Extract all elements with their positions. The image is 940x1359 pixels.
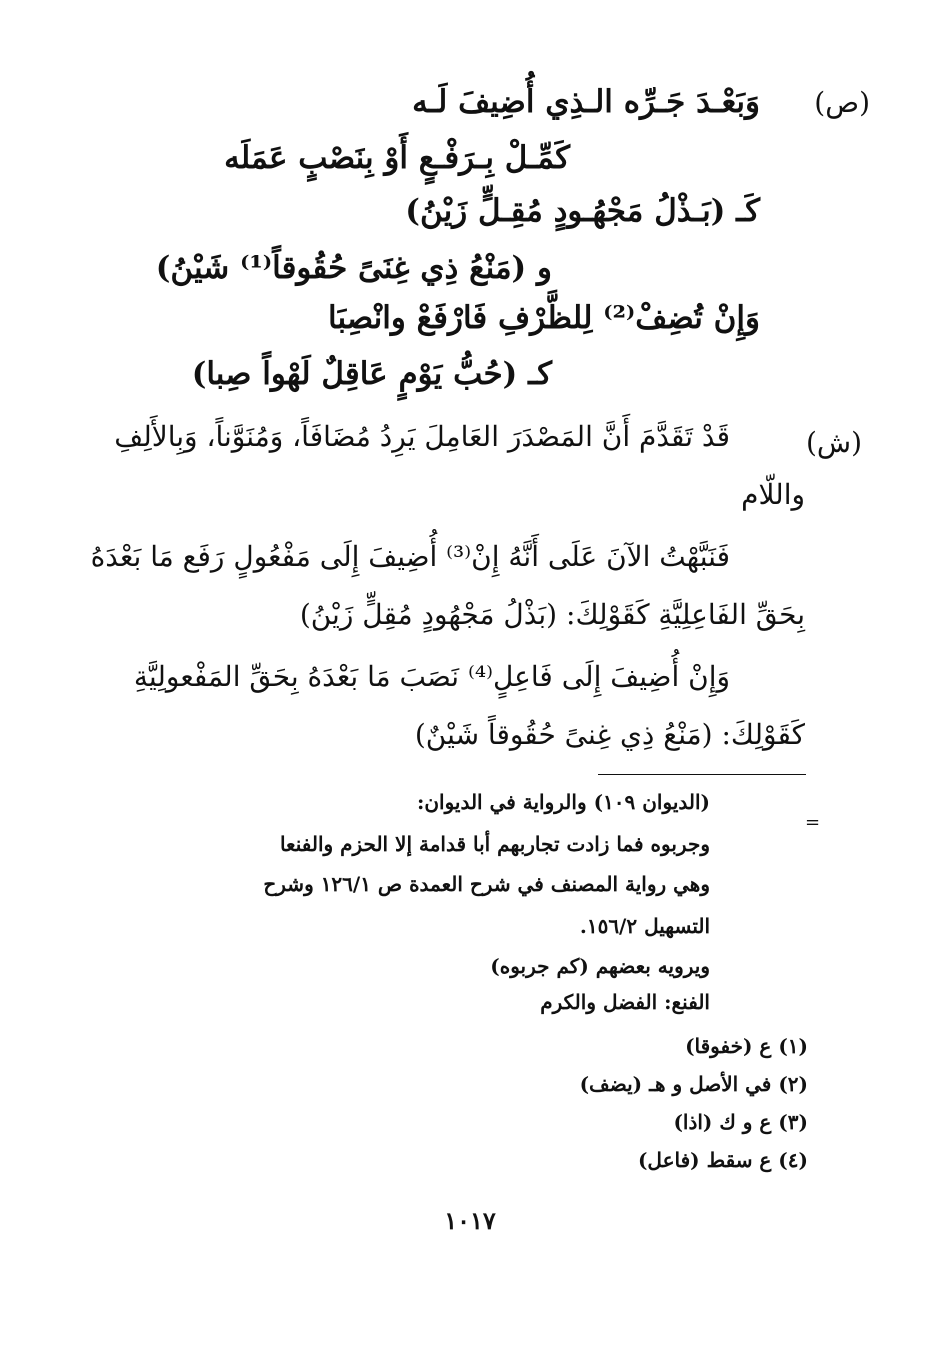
footnote-2: (٢) في الأصل و هـ (يضف) [579, 1072, 808, 1096]
sharh-line-2: واللّام [741, 478, 805, 511]
footnote-carry-mark: = [805, 812, 821, 833]
verse-line-3: كَـ (بَـذْلُ مَجْهُـودٍ مُقِـلٍّ زَيْنُ) [405, 193, 760, 229]
sharh-line-6: كَقَوْلِكَ: (مَنْعُ ذِي غِنىً حُقُوقاً شَيْنٌ) [414, 718, 805, 751]
footnote-carry-line-3: وهي رواية المصنف في شرح العمدة ص ١٢٦/١ وشرح [263, 872, 710, 896]
footnote-carry-line-1: (الديوان ١٠٩) والرواية في الديوان: [416, 790, 710, 814]
footnote-1: (١) ع (خفوقا) [685, 1034, 808, 1058]
sharh-line-4: بِحَقِّ الفَاعِلِيَّةِ كَقَوْلِكَ: (بَذْلُ مَجْهُودٍ مُقِلٍّ زَيْنُ) [299, 598, 805, 631]
sharh-line-1: قَدْ تَقَدَّمَ أَنَّ المَصْدَرَ العَامِلَ يَرِدُ مُضَافَاً، وَمُنَوَّناً، وَبِالأَلِفِ [114, 420, 730, 453]
page-number: ١٠١٧ [444, 1206, 496, 1235]
footnote-4: (٤) ع سقط (فاعل) [637, 1148, 808, 1172]
matn-marker: (ص) [814, 86, 870, 119]
sharh-line-5: وَإِنْ أُضِيفَ إِلَى فَاعِلٍ⁽⁴⁾ نَصَبَ مَا بَعْدَهُ بِحَقِّ المَفْعولِيَّةِ [133, 660, 730, 693]
footnote-carry-line-5: ويرويه بعضهم (كم جربوه) [490, 954, 710, 978]
verse-line-6: كـ (حُبُّ يَوْمٍ عَاقِلٌ لَهْواً صِبا) [191, 356, 552, 392]
footnote-carry-line-6: الفنع: الفضل والكرم [540, 990, 710, 1014]
sharh-line-3: فَنَبَّهْتُ الآنَ عَلَى أَنَّهُ إِنْ⁽³⁾ أُضِيفَ إِلَى مَفْعُولٍ رَفَع مَا بَعْدَهُ [90, 540, 730, 573]
sharh-marker: (ش) [805, 426, 862, 459]
footnote-separator [598, 774, 806, 775]
verse-line-2: كَمِّـلْ بِـرَفْـعٍ أَوْ بِنَصْبٍ عَمَلَه [224, 140, 570, 176]
footnote-carry-line-2: وجربوه فما زادت تجاربهم أبا قدامة إلا الحزم والفنعا [279, 832, 710, 856]
footnote-carry-line-4: التسهيل ١٥٦/٢. [579, 914, 710, 938]
verse-line-4: و (مَنْعُ ذِي غِنَىً حُقُوقاً⁽¹⁾ شَيْنُ) [155, 250, 552, 286]
verse-line-1: وَبَعْـدَ جَـرِّه الـذِي أُضِيفَ لَـه [412, 84, 760, 120]
footnote-3: (٣) ع و ك (اذا) [673, 1110, 808, 1134]
verse-line-5: وَإِنْ تُضِفْ⁽²⁾ لِلظَّرْفِ فَارْفَعْ وانْصِبَا [328, 300, 760, 336]
